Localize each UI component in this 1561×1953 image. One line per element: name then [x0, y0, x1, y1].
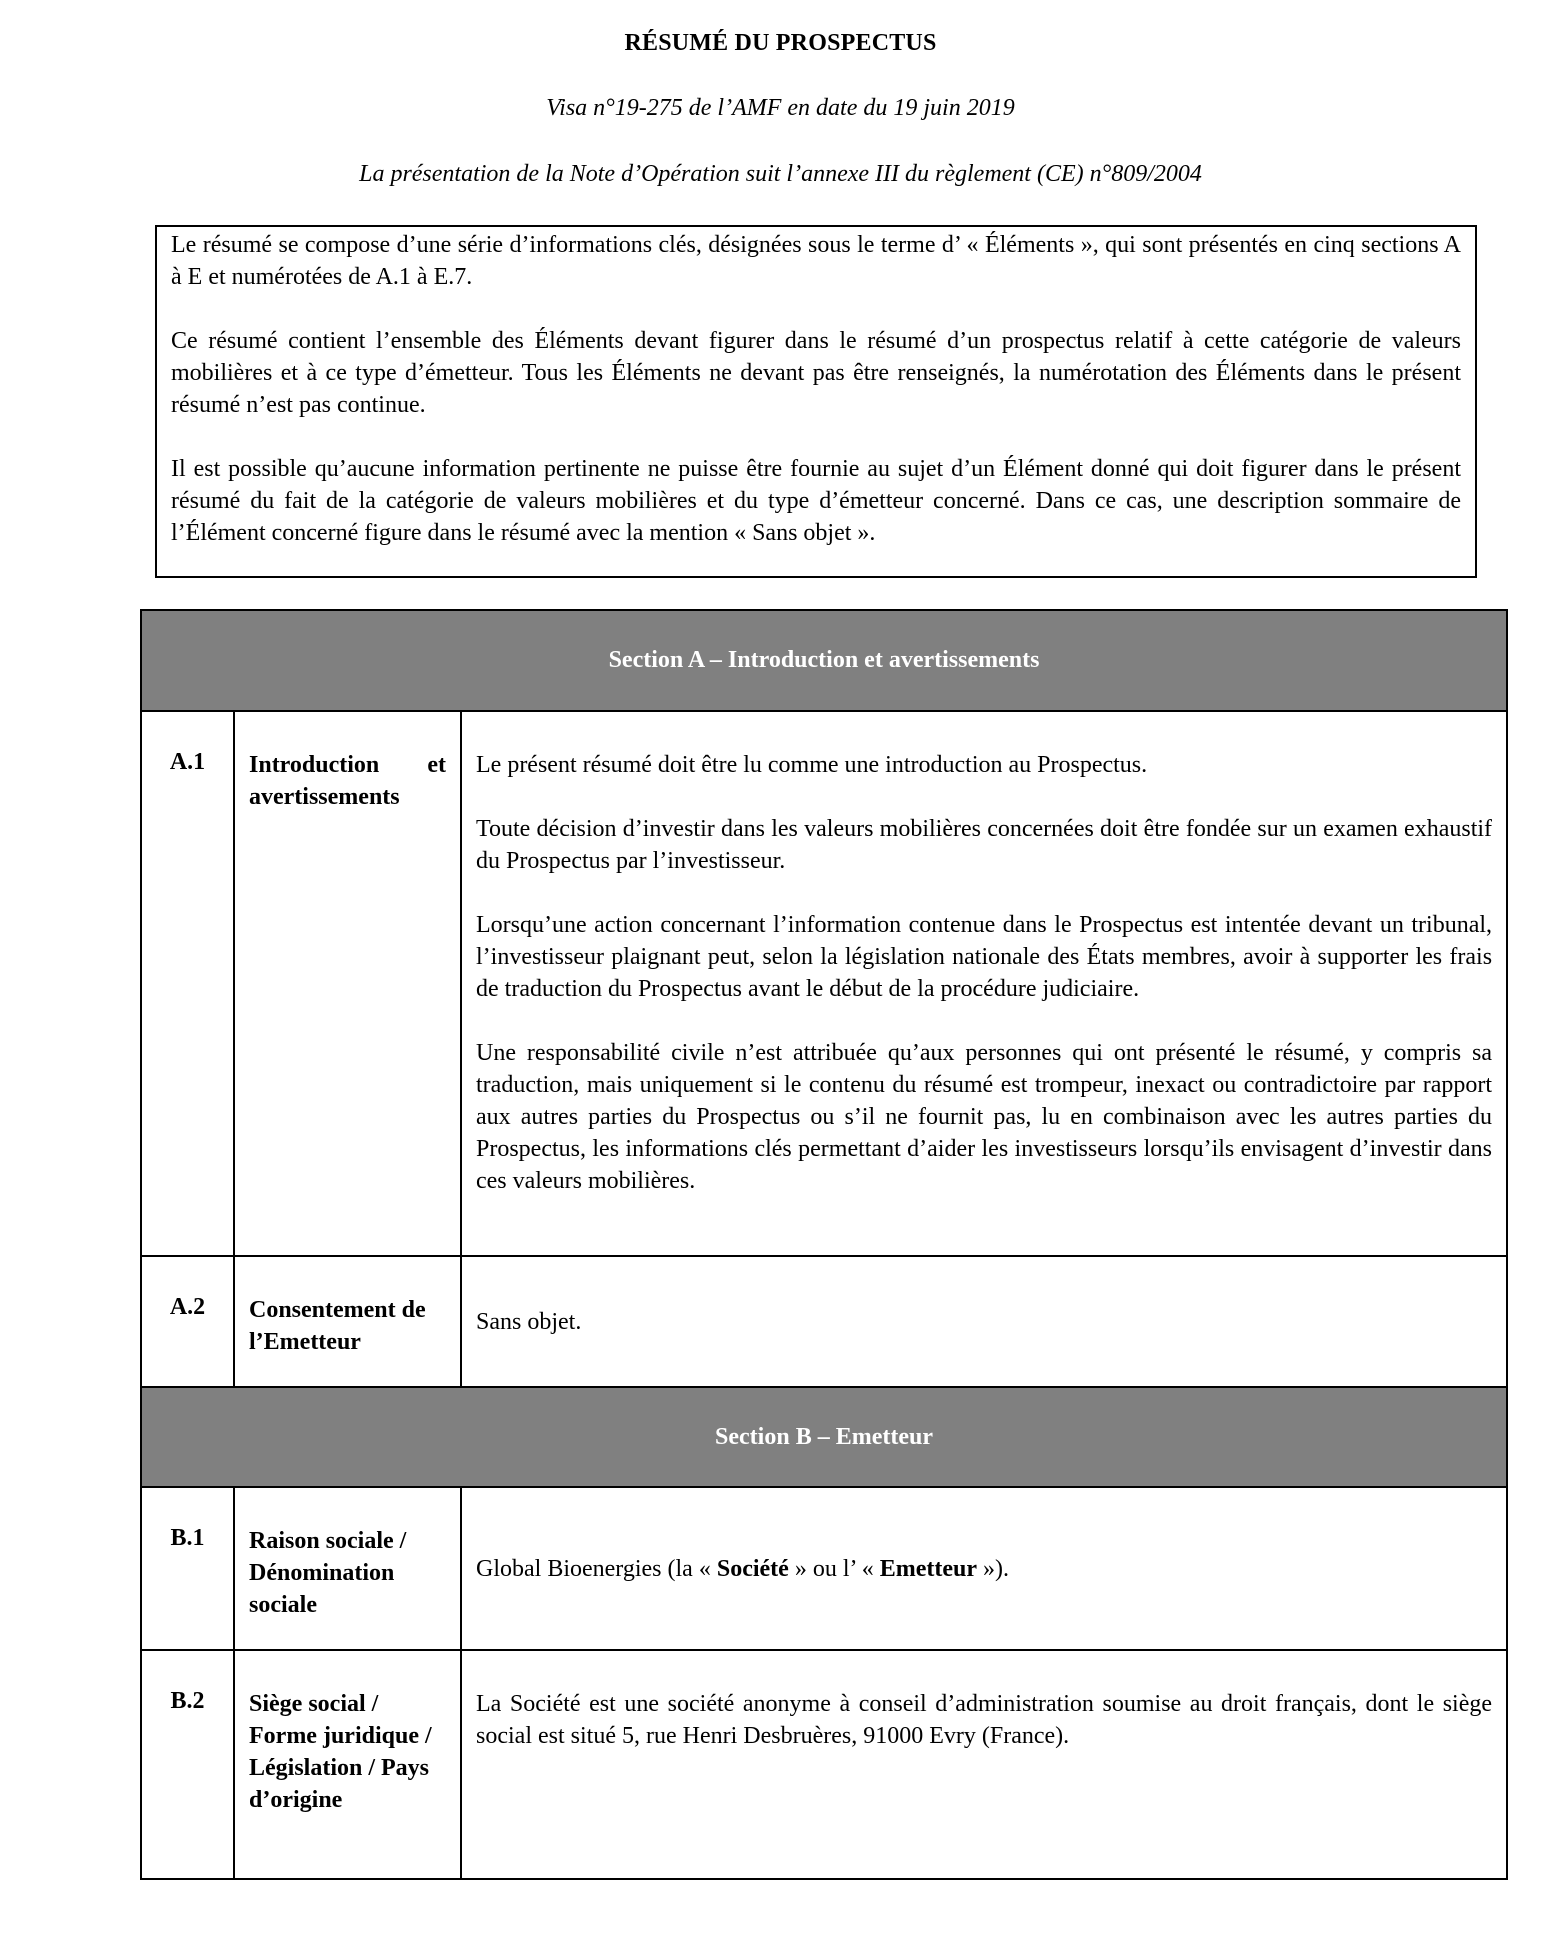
element-code: A.1 — [141, 711, 234, 1256]
intro-paragraph: Il est possible qu’aucune information pertinente ne puisse être fournie au sujet d’un Élément donné qui doit figurer dans le présent résumé du fait de la catégorie de valeurs mobilières et du type d’émetteur concerné. Dans ce cas, une description sommaire de l’Élément concerné figure dans le résumé avec la mention « Sans objet ». — [171, 456, 1461, 546]
presentation-line: La présentation de la Note d’Opération suit l’annexe III du règlement (CE) n°809/2004 — [359, 161, 1202, 187]
element-label: Raison sociale / Dénomination sociale — [234, 1487, 461, 1650]
element-code: B.2 — [141, 1650, 234, 1879]
content-bold-societe: Société — [716, 1555, 789, 1582]
section-title: Section A – Introduction et avertissements — [141, 610, 1507, 711]
element-code: A.2 — [141, 1256, 234, 1387]
content-text: »). — [977, 1555, 1009, 1582]
section-a-header — [141, 610, 1507, 711]
element-code: B.1 — [141, 1487, 234, 1650]
intro-paragraph: Le résumé se compose d’une série d’informations clés, désignées sous le terme d’ « Éléments », qui sont présentés en cinq sections A à E et numérotées de A.1 à E.7. — [171, 232, 1461, 290]
section-title: Section B – Emetteur — [141, 1387, 1507, 1487]
element-content — [461, 1487, 1507, 1650]
element-content — [461, 711, 1507, 1256]
content-bold-emetteur: Emetteur — [879, 1555, 977, 1582]
content-paragraph: Lorsqu’une action concernant l’information contenue dans le Prospectus est intentée devant un tribunal, l’investisseur plaignant peut, selon la législation nationale des États membres, avoir à supporter les frais de traduction du Prospectus avant le début de la procédure judiciaire. — [476, 912, 1493, 1002]
element-label: Introduction et avertissements — [234, 711, 461, 1256]
table-row — [141, 1650, 1507, 1879]
visa-line: Visa n°19-275 de l’AMF en date du 19 juin 2019 — [546, 95, 1015, 121]
content-paragraph: Une responsabilité civile n’est attribuée qu’aux personnes qui ont présenté le résumé, y compris sa traduction, mais uniquement si le contenu du résumé est trompeur, inexact ou contradictoire par rapport aux autres parties du Prospectus ou s’il ne fournit pas, lu en combinaison avec les autres parties du Prospectus, les informations clés permettant d’aider les investisseurs lorsqu’ils envisagent d’investir dans ces valeurs mobilières. — [476, 1040, 1493, 1194]
content-paragraph: Toute décision d’investir dans les valeurs mobilières concernées doit être fondée sur un examen exhaustif du Prospectus par l’investisseur. — [476, 816, 1493, 874]
element-label: Siège social / Forme juridique / Législation / Pays d’origine — [234, 1650, 461, 1879]
summary-table — [140, 609, 1508, 1880]
content-text: » ou l’ « — [788, 1555, 880, 1582]
section-b-header — [141, 1387, 1507, 1487]
table-row — [141, 1256, 1507, 1387]
intro-paragraph: Ce résumé contient l’ensemble des Éléments devant figurer dans le résumé d’un prospectus relatif à cette catégorie de valeurs mobilières et à ce type d’émetteur. Tous les Éléments ne devant pas être renseignés, la numérotation des Éléments dans le présent résumé n’est pas continue. — [171, 328, 1461, 418]
element-content: Sans objet. — [461, 1256, 1507, 1387]
element-label: Consentement de l’Emetteur — [234, 1256, 461, 1387]
content-text: Global Bioenergies (la « — [476, 1555, 717, 1582]
table-row — [141, 711, 1507, 1256]
intro-box — [155, 225, 1477, 578]
page-title: RÉSUMÉ DU PROSPECTUS — [624, 30, 937, 56]
element-content: La Société est une société anonyme à conseil d’administration soumise au droit français, dont le siège social est situé 5, rue Henri Desbruères, 91000 Evry (France). — [461, 1650, 1507, 1879]
content-paragraph: Le présent résumé doit être lu comme une introduction au Prospectus. — [476, 752, 1148, 778]
table-row — [141, 1487, 1507, 1650]
